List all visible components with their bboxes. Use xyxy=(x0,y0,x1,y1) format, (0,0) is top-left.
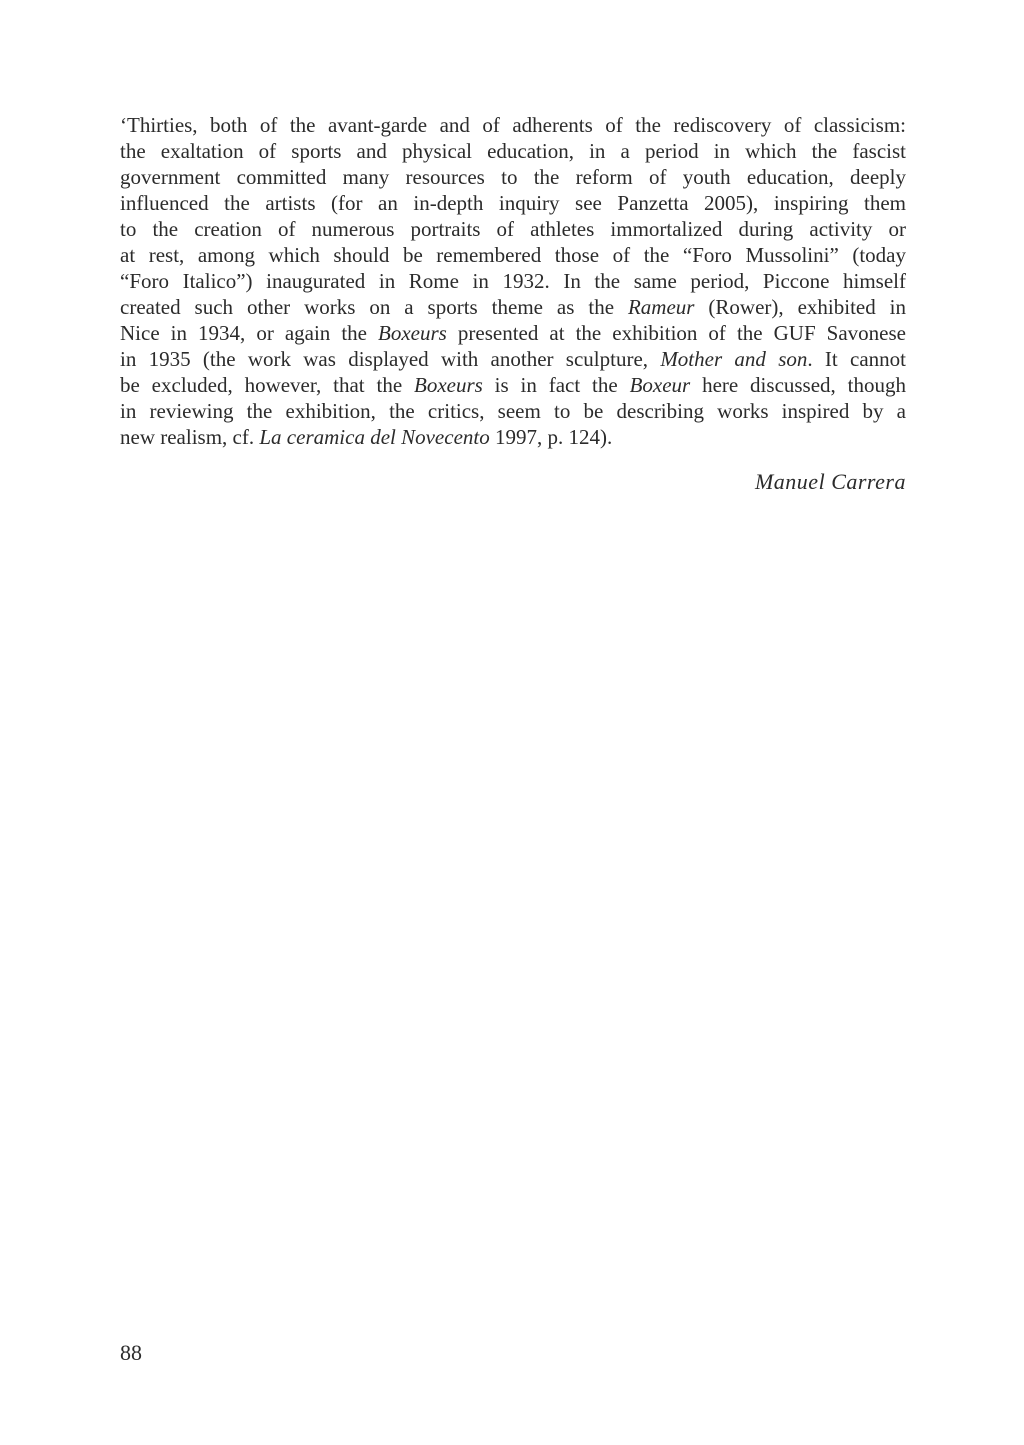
text-line xyxy=(120,424,906,450)
text-segment: “Foro Italico”) inaugurated in Rome in 1932. In the same period, Piccone himself xyxy=(120,269,906,293)
text-line xyxy=(120,242,906,268)
text-segment: in reviewing the exhibition, the critics, seem to be describing works inspired by a xyxy=(120,399,906,423)
italic-title: La ceramica del Novecento xyxy=(259,425,490,449)
text-line xyxy=(120,372,906,398)
page-number: 88 xyxy=(120,1340,142,1365)
text-segment: new realism, cf. xyxy=(120,425,260,449)
text-segment: Nice in 1934, or again the xyxy=(120,321,379,345)
text-segment: is in fact the xyxy=(482,373,630,397)
text-line xyxy=(120,268,906,294)
text-segment: influenced the artists (for an in-depth inquiry see Panzetta 2005), inspiring them xyxy=(120,191,906,215)
text-line xyxy=(120,216,906,242)
text-segment: at rest, among which should be remembered those of the “Foro Mussolini” (today xyxy=(120,243,906,267)
text-segment: . It cannot xyxy=(807,347,906,371)
text-line xyxy=(120,294,906,320)
author-signature: Manuel Carrera xyxy=(754,469,906,494)
text-line xyxy=(120,190,906,216)
text-segment: to the creation of numerous portraits of athletes immortalized during activity or xyxy=(120,217,906,241)
text-segment: ‘Thirties, both of the avant-garde and of adherents of the rediscovery of classicism: xyxy=(120,113,906,137)
text-line xyxy=(120,112,906,138)
body-text xyxy=(120,112,906,450)
text-segment: 1997, p. 124). xyxy=(489,425,613,449)
text-line xyxy=(120,320,906,346)
text-segment: presented at the exhibition of the GUF Savonese xyxy=(446,321,906,345)
italic-title: Rameur xyxy=(627,295,695,319)
text-line xyxy=(120,164,906,190)
text-segment: here discussed, though xyxy=(690,373,906,397)
text-segment: government committed many resources to the reform of youth education, deeply xyxy=(120,165,906,189)
text-segment: (Rower), exhibited in xyxy=(694,295,906,319)
text-line xyxy=(120,138,906,164)
italic-title: Mother and son xyxy=(660,347,808,371)
text-segment: the exaltation of sports and physical education, in a period in which the fascist xyxy=(120,139,906,163)
text-segment: in 1935 (the work was displayed with another sculpture, xyxy=(120,347,661,371)
italic-title: Boxeurs xyxy=(414,373,483,397)
text-segment: created such other works on a sports theme as the xyxy=(120,295,628,319)
text-line xyxy=(120,346,906,372)
italic-title: Boxeurs xyxy=(378,321,447,345)
italic-title: Boxeur xyxy=(629,373,691,397)
text-line xyxy=(120,398,906,424)
text-segment: be excluded, however, that the xyxy=(120,373,414,397)
